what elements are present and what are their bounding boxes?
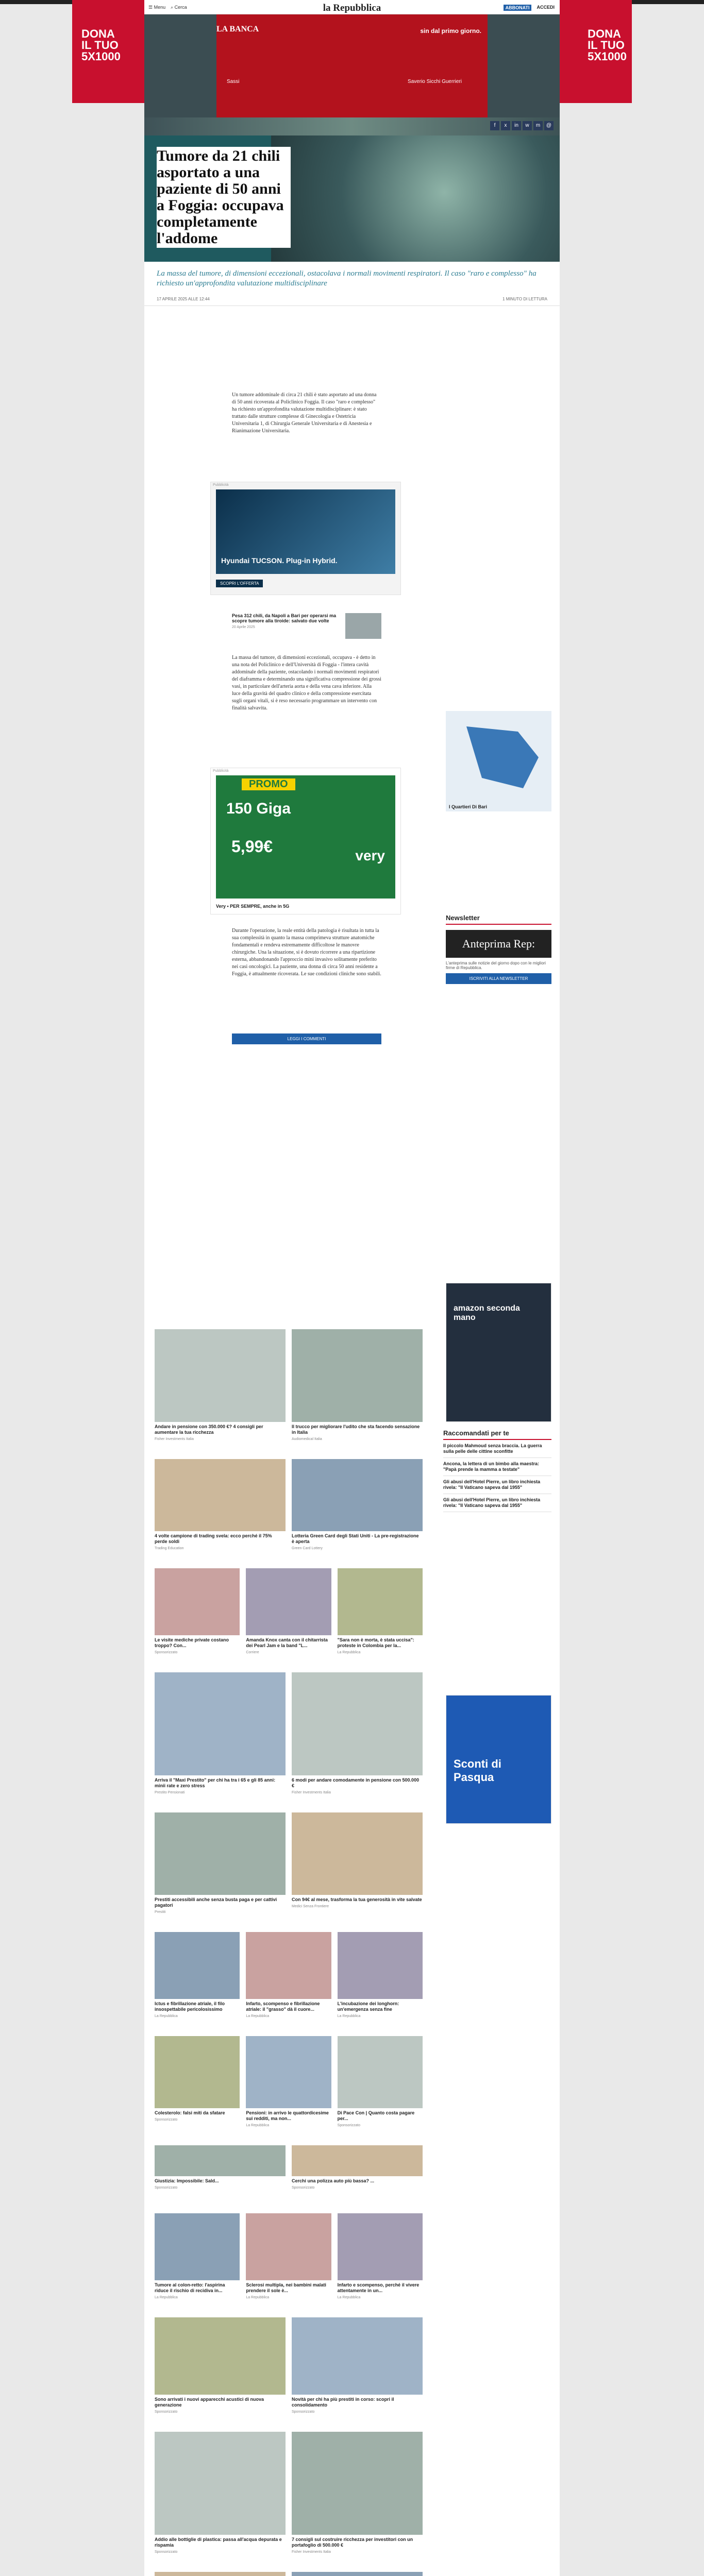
reco-item[interactable]: Il piccolo Mahmoud senza braccia. La guerra sulla pelle delle cittine sconfitte: [443, 1440, 551, 1458]
card-title: Arriva il "Maxi Prestito" per chi ha tra i 65 e gli 85 anni: minii rate e zero stress: [155, 1777, 276, 1788]
newsletter-title: Newsletter: [446, 912, 551, 925]
read-comments-button[interactable]: LEGGI I COMMENTI: [232, 1033, 381, 1044]
card-thumbnail: [338, 1568, 423, 1635]
top-navbar: [144, 0, 560, 14]
newsletter-widget: [446, 912, 551, 984]
card-title: Infarto, scompenso e fibrillazione atriale: il "grasso" dà il cuore...: [246, 2001, 320, 2012]
native-ad-card[interactable]: [338, 1932, 423, 2019]
related-thumb: [345, 613, 381, 639]
card-title: Amanda Knox canta con il chitarrista dei Pearl Jam e la band "L...: [246, 1637, 328, 1648]
ad-right-name: Saverio Sicchi Guerrieri: [407, 79, 462, 84]
card-thumbnail: [155, 1932, 240, 1999]
ad-giga: 150 Giga: [226, 800, 291, 817]
article-paragraph: Durante l'operazione, la reale entità della patologia è risultata in tutta la sua complessità in quanto la massa comprimeva strutture anatomiche fondamentali e rendeva estremamente difficoltose le manovre chirurgiche. Una la situazione, si è dovuto ricorrere a una ripartizione esterna, abbandonando l'approccio mini invasivo solitamente preferito nei casi oncologici. La paziente, una donna di circa 50 anni residente a Foggia, è attualmente ricoverata. Le sue condizioni cliniche sono stabili.: [232, 928, 381, 977]
native-ad-card[interactable]: [155, 1672, 286, 1795]
skin-line: IL TUO: [588, 39, 625, 52]
menu-button[interactable]: ☰ Menu: [148, 5, 166, 10]
native-ad-card[interactable]: [155, 2036, 240, 2123]
native-ad-card[interactable]: [155, 1812, 286, 1915]
native-ad-card[interactable]: [155, 2432, 286, 2555]
ad-title: amazon seconda mano: [454, 1304, 520, 1322]
card-thumbnail: [246, 1568, 331, 1635]
whatsapp-share-icon[interactable]: w: [523, 121, 532, 130]
card-thumbnail: [338, 2213, 423, 2280]
card-title: Sclerosi multipla, nei bambini malati prendere il sole è...: [246, 2282, 326, 2293]
newsletter-banner: [446, 930, 551, 958]
recommended-list: [443, 1427, 551, 1512]
native-ad-card[interactable]: [155, 2572, 286, 2576]
native-ad-card[interactable]: [155, 1329, 286, 1442]
native-ad-card[interactable]: [155, 2145, 286, 2191]
ad-caption: Very • PER SEMPRE, anche in 5G: [216, 904, 290, 909]
card-thumbnail: [292, 2432, 423, 2535]
card-source: La Repubblica: [246, 2124, 270, 2127]
reco-item[interactable]: Gli abusi dell'Hotel Pierre, un libro inchiesta rivela: "Il Vaticano sapeva dal 1955": [443, 1476, 551, 1494]
newsletter-desc: L'anteprima sulle notizie del giorno dopo con le migliori firme di Repubblica.: [446, 961, 546, 970]
native-ad-card[interactable]: [155, 1459, 286, 1551]
newsletter-subscribe-button[interactable]: ISCRIVITI ALLA NEWSLETTER: [446, 973, 551, 984]
native-ad-card[interactable]: [338, 1568, 423, 1655]
ad-promo: PROMO: [242, 778, 295, 790]
card-thumbnail: [292, 1329, 423, 1422]
facebook-share-icon[interactable]: f: [490, 121, 499, 130]
card-source: Sponsorizzato: [292, 2410, 315, 2414]
card-thumbnail: [155, 1329, 286, 1422]
reading-time: 1 MINUTO DI LETTURA: [502, 297, 547, 301]
card-title: Novità per chi ha più prestiti in corso: scopri il consolidamento: [292, 2397, 394, 2408]
native-ad-card[interactable]: [292, 1329, 423, 1442]
ad-label: Pubblicità: [213, 483, 229, 487]
menu-label: Menu: [154, 5, 166, 10]
card-source: Audiomedical Italia: [292, 1437, 322, 1441]
ad-price: 5,99€: [231, 837, 273, 856]
card-title: Tumore al colon-retto: l'aspirina riduce il rischio di recidiva in...: [155, 2282, 225, 2293]
headline-block: [144, 123, 560, 262]
ad-brand: very: [355, 848, 385, 863]
ad-title: Sconti di Pasqua: [454, 1757, 501, 1784]
card-source: La Repubblica: [337, 2296, 361, 2299]
native-ad-card[interactable]: [246, 2036, 331, 2128]
card-title: 7 consigli sul costruire ricchezza per investitori con un portafoglio di 500.000 €: [292, 2537, 413, 2548]
skin-ad-right-text: [588, 28, 627, 62]
native-ad-card[interactable]: [155, 2213, 240, 2300]
card-thumbnail: [292, 2572, 423, 2576]
card-thumbnail: [155, 2145, 286, 2176]
reco-item[interactable]: Gli abusi dell'Hotel Pierre, un libro inchiesta rivela: "Il Vaticano sapeva dal 1955": [443, 1494, 551, 1512]
card-title: Lotteria Green Card degli Stati Uniti - La pre-registrazione è aperta: [292, 1533, 419, 1544]
ad-brand: LA BANCA: [216, 25, 259, 33]
card-title: Di Pace Con | Quanto costa pagare per...: [337, 2110, 415, 2121]
card-title: Colesterolo: falsi miti da sfatare: [155, 2110, 225, 2115]
byline: [144, 293, 560, 306]
newsletter-brand: Anteprima Rep:: [462, 937, 535, 950]
article-paragraph: Un tumore addominale di circa 21 chili è stato asportato ad una donna di 50 anni ricoverata al Policlinico Foggia. Il caso "raro e complesso" ha richiesto un'approfondita valutazione multidisciplinare: è stato trattato dalle strutture complesse di Ginecologia e Ostetricia Universitaria 1, di Chirurgia Generale Universitaria e di Anestesia e Rianimazione Universitaria.: [232, 392, 377, 434]
card-title: Infarto e scompenso, perché il vivere attentamente in un...: [337, 2282, 420, 2293]
native-ad-card[interactable]: [292, 2317, 423, 2415]
card-source: Sponsorizzato: [155, 2186, 178, 2190]
ad-cta-button[interactable]: SCOPRI L'OFFERTA: [216, 580, 263, 587]
masthead-logo[interactable]: la Repubblica: [323, 3, 381, 13]
x-share-icon[interactable]: x: [501, 121, 510, 130]
card-title: Cerchi una polizza auto più bassa? ...: [292, 2178, 375, 2183]
card-thumbnail: [155, 1812, 286, 1895]
email-share-icon[interactable]: @: [544, 121, 554, 130]
card-thumbnail: [246, 1932, 331, 1999]
card-title: Sono arrivati i nuovi apparecchi acustici di nuova generazione: [155, 2397, 264, 2408]
card-source: Fisher Investments Italia: [155, 1437, 194, 1441]
ad-tagline: sin dal primo giorno.: [420, 27, 481, 35]
native-ad-card[interactable]: [246, 1932, 331, 2019]
skin-line: DONA: [81, 27, 115, 40]
card-source: Fisher Investments Italia: [292, 1791, 331, 1794]
card-title: Andare in pensione con 350.000 €? 4 consigli per aumentare la tua ricchezza: [155, 1424, 263, 1435]
reco-title: Raccomandati per te: [443, 1427, 551, 1440]
map-caption: I Quartieri Di Bari: [449, 804, 488, 809]
comments-area: [232, 1030, 381, 1044]
card-source: Trading Education: [155, 1547, 184, 1550]
search-label: Cerca: [174, 5, 187, 10]
card-title: Pensioni: in arrivo le quattordicesime sui redditi, ma non...: [246, 2110, 329, 2121]
card-source: La Repubblica: [337, 1651, 361, 1654]
native-ad-card[interactable]: [155, 2317, 286, 2415]
card-title: Con 94€ al mese, trasforma la tua generosità in vite salvate: [292, 1897, 422, 1902]
share-bar: [490, 121, 554, 130]
article-summary: La massa del tumore, di dimensioni eccezionali, ostacolava i normali movimenti respiratori. Il caso "raro e complesso" ha richiesto un'approfondita valutazione multidisciplinare: [157, 269, 537, 287]
amazon-ad[interactable]: [446, 1283, 551, 1422]
hero-banner-ad[interactable]: [216, 14, 488, 117]
card-source: Sponsorizzato: [155, 2118, 178, 2122]
card-thumbnail: [155, 2036, 240, 2108]
ad-label: Pubblicità: [213, 769, 229, 773]
very-ad[interactable]: [210, 768, 401, 914]
native-ad-card[interactable]: [338, 2036, 423, 2128]
native-ad-card[interactable]: [246, 1568, 331, 1655]
card-title: Le visite mediche private costano troppo? Con...: [155, 1637, 229, 1648]
article-headline: Tumore da 21 chili asportato a una paziente di 50 anni a Foggia: occupava completamente l'addome: [157, 147, 291, 248]
ad-image: [216, 775, 395, 899]
article-paragraph: La massa del tumore, di dimensioni eccezionali, occupava - è detto in una nota del Policlinico e dell'Università di Foggia - l'intera cavità addominale della paziente, ostacolando i normali movimenti respiratori del diaframma e determinando una significativa compressione dei grossi vasi, in particolare dell'arteria aorta e della vena cava inferiore. Alla luce della gravità del quadro clinico e della compressione esercitata sugli organi vitali, si è reso necessario programmare un intervento con finalità salvavita.: [232, 655, 381, 711]
native-ad-card[interactable]: [292, 1672, 423, 1795]
card-source: Sponsorizzato: [337, 2124, 361, 2127]
card-title: 6 modi per andare comodamente in pensione con 500.000 €: [292, 1777, 420, 1788]
card-source: Sponsorizzato: [155, 1651, 178, 1654]
card-thumbnail: [292, 1812, 423, 1895]
skin-line: DONA: [588, 27, 621, 40]
card-source: Prestiti: [155, 1910, 166, 1914]
card-thumbnail: [155, 1459, 286, 1531]
related-article[interactable]: [232, 613, 381, 639]
native-ad-card[interactable]: [246, 2213, 331, 2300]
publish-date: 17 APRILE 2025 ALLE 12:44: [157, 297, 210, 301]
native-ad-card[interactable]: [292, 1812, 423, 1909]
main-column: [144, 0, 560, 2576]
native-ad-card[interactable]: [292, 2572, 423, 2576]
login-button[interactable]: ACCEDI: [537, 5, 555, 10]
card-title: "Sara non è morta, è stata uccisa": proteste in Colombia per la...: [337, 1637, 414, 1648]
card-thumbnail: [155, 1672, 286, 1775]
search-button[interactable]: ⌕ Cerca: [171, 5, 187, 10]
native-ad-card[interactable]: [292, 2432, 423, 2555]
linkedin-share-icon[interactable]: in: [512, 121, 521, 130]
card-source: Medici Senza Frontiere: [292, 1905, 329, 1908]
card-thumbnail: [292, 2317, 423, 2395]
skin-line: 5X1000: [81, 50, 121, 63]
card-thumbnail: [155, 2317, 286, 2395]
skin-ad-right[interactable]: [560, 0, 632, 103]
card-title: L'incubazione dei longhorn: un'emergenza senza fine: [337, 2001, 399, 2012]
related-title: Pesa 312 chili, da Napoli a Bari per operarsi ma scopre tumore alla tiroide: salvato due volte: [232, 613, 337, 623]
skin-line: IL TUO: [81, 39, 119, 52]
skin-ad-left-text: [81, 28, 121, 62]
card-title: Ictus e fibrillazione atriale, il filo insospettabile pericolosissimo: [155, 2001, 225, 2012]
card-thumbnail: [155, 2213, 240, 2280]
subscribe-button[interactable]: ABBONATI: [504, 5, 532, 11]
card-source: Sponsorizzato: [155, 2550, 178, 2554]
ad-title: Hyundai TUCSON. Plug-in Hybrid.: [221, 556, 338, 565]
card-thumbnail: [246, 2036, 331, 2108]
card-thumbnail: [338, 2036, 423, 2108]
card-title: Addio alle bottiglie di plastica: passa all'acqua depurata e rispamia: [155, 2537, 282, 2548]
carrefour-ad[interactable]: [446, 1695, 551, 1824]
map-icon: [446, 711, 551, 799]
reco-item[interactable]: Ancona, la lettera di un bimbo alla maestra: "Papà prende la mamma a testate": [443, 1458, 551, 1476]
card-thumbnail: [292, 1672, 423, 1775]
native-ad-card[interactable]: [155, 1568, 240, 1655]
ad-left-name: Sassi: [227, 79, 240, 84]
card-thumbnail: [155, 1568, 240, 1635]
card-source: La Repubblica: [155, 2296, 178, 2299]
native-ad-card[interactable]: [292, 2145, 423, 2191]
card-source: La Repubblica: [246, 2296, 270, 2299]
card-thumbnail: [155, 2572, 286, 2576]
bari-map[interactable]: [446, 711, 551, 811]
card-thumbnail: [155, 2432, 286, 2535]
card-title: Il trucco per migliorare l'udito che sta facendo sensazione in Italia: [292, 1424, 420, 1435]
card-source: Fisher Investments Italia: [292, 2550, 331, 2554]
card-source: Corriere: [246, 1651, 259, 1654]
skin-ad-left[interactable]: [72, 0, 144, 103]
card-title: Giustizia: Impossibile: Sald...: [155, 2178, 219, 2183]
card-thumbnail: [292, 2145, 423, 2176]
card-source: La Repubblica: [337, 2014, 361, 2018]
card-thumbnail: [292, 1459, 423, 1531]
card-title: Prestiti accessibili anche senza busta paga e per cattivi pagatori: [155, 1897, 277, 1908]
card-source: Sponsorizzato: [292, 2186, 315, 2190]
related-date: 20 Aprile 2025: [232, 625, 255, 629]
card-source: La Repubblica: [155, 2014, 178, 2018]
article-photo: [271, 135, 560, 262]
native-ad-card[interactable]: [155, 1932, 240, 2019]
card-source: Sponsorizzato: [155, 2410, 178, 2414]
card-thumbnail: [246, 2213, 331, 2280]
card-source: La Repubblica: [246, 2014, 270, 2018]
ad-image: [216, 489, 395, 574]
hyundai-ad[interactable]: [210, 482, 401, 595]
native-ad-card[interactable]: [338, 2213, 423, 2300]
native-ad-card[interactable]: [292, 1459, 423, 1551]
hero-area: [144, 14, 560, 135]
messenger-share-icon[interactable]: m: [533, 121, 543, 130]
skin-line: 5X1000: [588, 50, 627, 63]
card-title: 4 volte campione di trading svela: ecco perché il 75% perde soldi: [155, 1533, 272, 1544]
card-source: Green Card Lottery: [292, 1547, 323, 1550]
card-source: Prestito Pensionati: [155, 1791, 185, 1794]
card-thumbnail: [338, 1932, 423, 1999]
